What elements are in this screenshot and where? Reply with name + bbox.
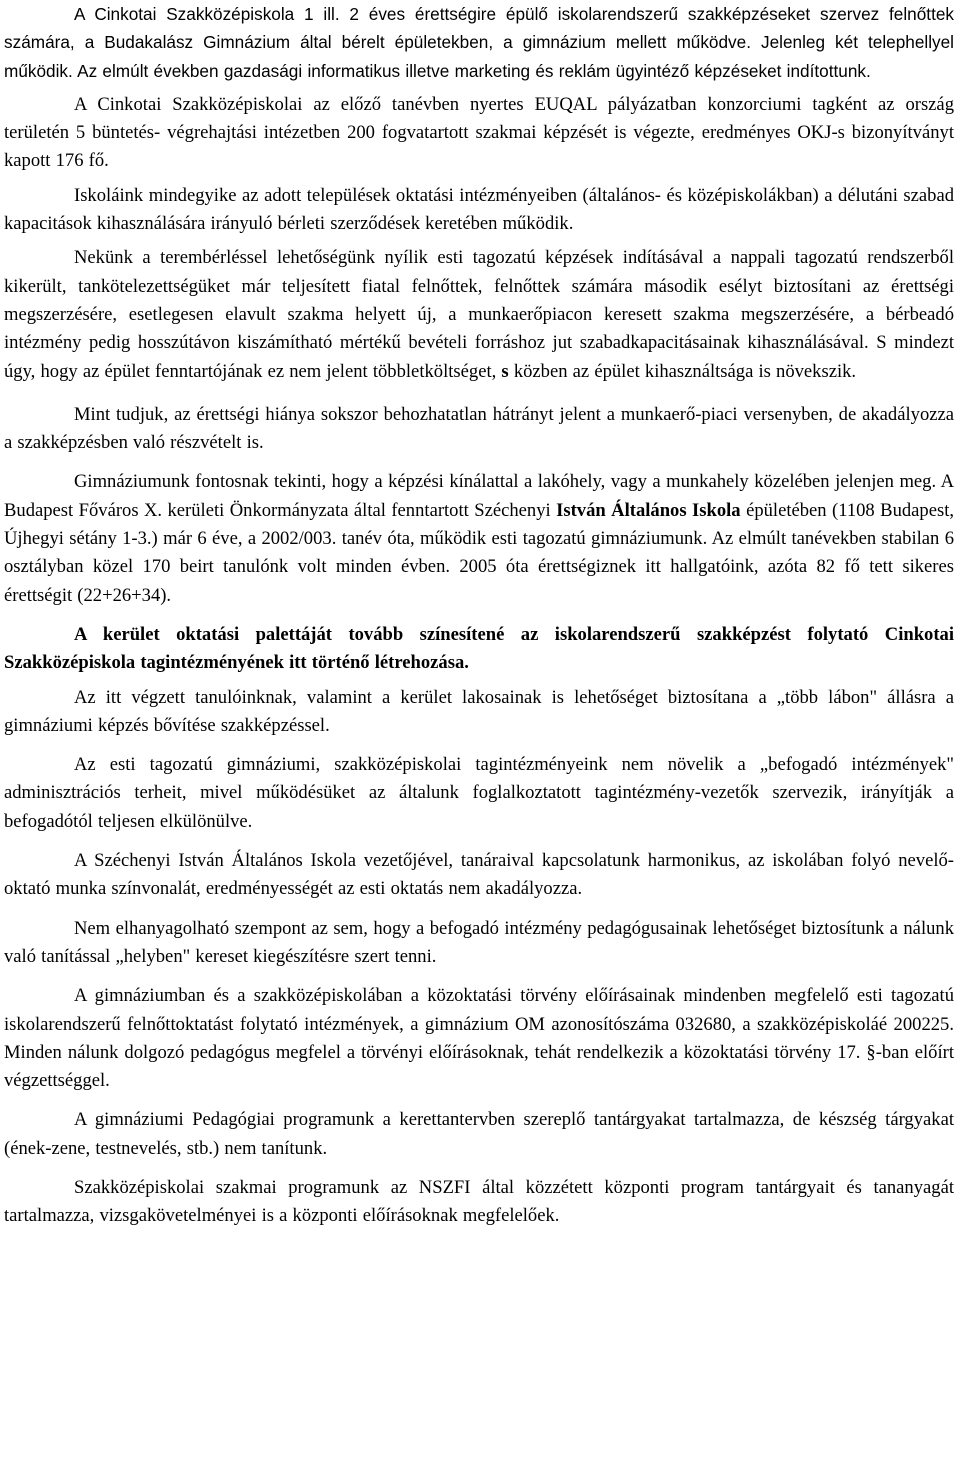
document-page [4, 0, 954, 1231]
paragraph-schools: Iskoláink mindegyike az adott települések oktatási intézményeiben (általános- és középiskolákban) a délutáni szabad kapacitások kihasználására irányuló bérleti szerződések keretében működik. [4, 184, 954, 235]
paragraph-relationship: A Széchenyi István Általános Iskola vezetőjével, tanáraival kapcsolatunk harmonikus, az iskolában folyó nevelő-oktató munka színvonalát, eredményességét az esti oktatás nem akadályozza. [4, 850, 954, 900]
text-run: Nekünk a terembérléssel lehetőségünk nyílik esti tagozatú képzések indításával a nappali tagozatú rendszerből kikerült, tankötelezettségüket már teljesített fiatal felnőttek, felnőttek számára második esélyt biztosítani az érettségi megszerzésére, esetlegesen elavult szakma helyett új, a munkaerőpiacon keresett szakma megszerzésére, a bérbeadó intézmény pedig hosszútávon kiszámítható mértékű bevételi forráshoz jut szabadkapacitásainak kihasználásával. S mindezt úgy, hogy az épület fenntartójának ez nem jelent többletköltséget, [4, 247, 954, 382]
paragraph-teachers: Nem elhanyagolható szempont az sem, hogy a befogadó intézmény pedagógusainak lehetőséget biztosítunk a nálunk való tanítással „helyben" kereset kiegészítésre szert tenni. [4, 917, 954, 967]
paragraph-room-rental [4, 244, 954, 385]
paragraph-intro: A Cinkotai Szakközépiskola 1 ill. 2 éves érettségire épülő iskolarendszerű szakképzéseket szervez felnőttek számára, a Budakalász Gimnázium által bérelt épületekben, a gimnázium mellett működve. Jelenleg két telephellyel működik. Az elmúlt években gazdasági informatikus illetve marketing és reklám ügyintéző képzéseket indítottunk. [4, 4, 954, 81]
paragraph-euqal: A Cinkotai Szakközépiskolai az előző tanévben nyertes EUQAL pályázatban konzorciumi tagként az ország területén 5 büntetés- végrehajtási intézetben 200 fogvatartott szakmai képzését is végezte, eredményes OKJ-s bizonyítványt kapott 176 fő. [4, 93, 954, 172]
bold-text: s [501, 360, 509, 382]
paragraph-gymnasium [4, 468, 954, 609]
paragraph-students: Az itt végzett tanulóinknak, valamint a kerület lakosainak is lehetőséget biztosítana a „több lábon" állásra a gimnáziumi képzés bővítése szakképzéssel. [4, 686, 954, 736]
paragraph-admin: Az esti tagozatú gimnáziumi, szakközépiskolai tagintézményeink nem növelik a „befogadó intézmények" adminisztrációs terheit, mivel működésüket az általunk foglalkoztatott tagintézmény-vezetők szervezik, irányítják a befogadótól teljesen elkülönülve. [4, 754, 954, 832]
text-run: épületében (1108 Budapest, Újhegyi sétány 1-3.) már 6 éve, a 2002/003. tanév óta, működik esti tagozatú gimnáziumunk. Az elmúlt tanévekben stabilan 6 osztályban közel 170 beirt tanulónk volt minden évben. 2005 óta érettségiznek itt hallgatóink, azóta 82 fő tett sikeres érettségit (22+26+34). [4, 499, 955, 606]
bold-school-name: István Általános Iskola [556, 499, 741, 521]
paragraph-vocational: Szakközépiskolai szakmai programunk az NSZFI által közzétett központi program tantárgyait és tananyagát tartalmazza, vizsgakövetelményei is a központi előírásoknak megfelelőek. [4, 1176, 954, 1227]
paragraph-law: A gimnáziumban és a szakközépiskolában a közoktatási törvény előírásainak mindenben megfelelő esti tagozatú iskolarendszerű felnőttoktatást folytató intézmények, a gimnázium OM azonosítószáma 032680, a szakközépiskoláé 200225. Minden nálunk dolgozó pedagógus megfelel a törvényi előírásoknak, tehát rendelkezik a közoktatási törvény 17. §-ban előírt végzettséggel. [4, 985, 954, 1092]
paragraph-program: A gimnáziumi Pedagógiai programunk a kerettantervben szereplő tantárgyakat tartalmazza, de készség tárgyakat (ének-zene, testnevelés, stb.) nem tanítunk. [4, 1109, 954, 1159]
paragraph-graduation: Mint tudjuk, az érettségi hiánya sokszor behozhatatlan hátrányt jelent a munkaerő-piaci versenyben, de akadályozza a szakképzésben való részvételt is. [4, 403, 954, 454]
text-run: Gimnáziumunk fontosnak tekinti, hogy a képzési kínálattal a lakóhely, vagy a munkahely közelében jelenjen meg. A Budapest Főváros X. kerületi Önkormányzata által fenntartott Széchenyi [4, 471, 954, 521]
text-run: közben az épület kihasználtsága is növekszik. [513, 360, 857, 382]
paragraph-highlight: A kerület oktatási palettáját tovább színesítené az iskolarendszerű szakképzést folytató Cinkotai Szakközépiskola tagintézményének itt történő létrehozása. [4, 623, 954, 674]
